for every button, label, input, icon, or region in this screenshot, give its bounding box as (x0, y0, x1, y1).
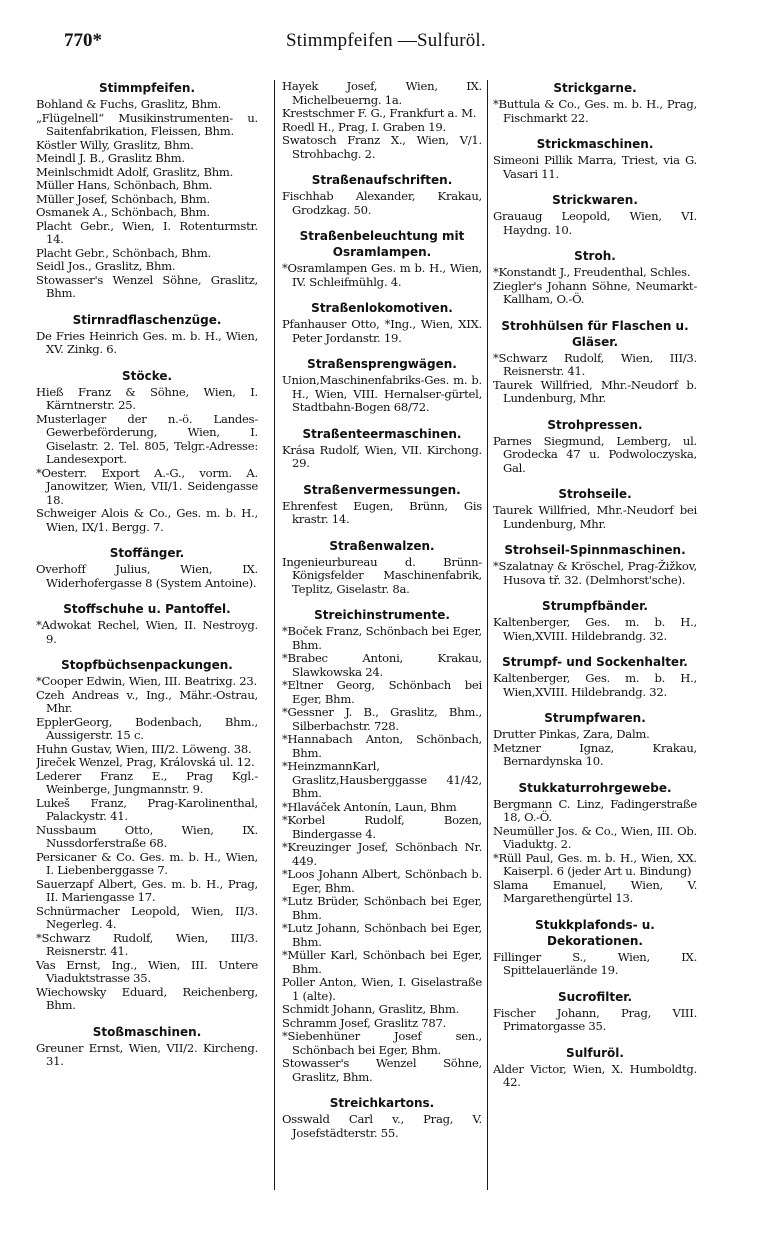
section-heading: Straßenwalzen. (329, 538, 435, 553)
directory-entry: Sauerzapf Albert, Ges. m. b. H., Prag, II. Mariengasse 17. (36, 876, 258, 904)
directory-entry: Pfanhauser Otto, *Ing., Wien, XIX. Peter Jordanstr. 19. (282, 317, 482, 345)
column-divider (487, 80, 488, 1190)
directory-entry: *Buttula & Co., Ges. m. b. H., Prag, Fischmarkt 22. (493, 97, 697, 125)
directory-entry: Czeh Andreas v., Ing., Mähr.-Ostrau, Mhr. (36, 687, 258, 715)
page-header (0, 30, 757, 60)
section-heading: Stirnradflaschenzüge. (72, 312, 222, 327)
directory-entry: Placht Gebr., Wien, I. Rotenturmstr. 14. (36, 218, 258, 246)
directory-entry: Fischhab Alexander, Krakau, Grodzkag. 50. (282, 189, 482, 217)
section-heading: Straßenlokomotiven. (311, 301, 453, 315)
section-heading: Stukkaturrohrgewebe. (518, 780, 672, 795)
directory-entry: Krestschmer F. G., Frankfurt a. M. (282, 106, 477, 120)
section-heading: Stöcke. (121, 368, 173, 383)
directory-column-1 (36, 80, 258, 1069)
page-number: 770* (64, 30, 102, 51)
directory-entry: Müller Josef, Schönbach, Bhm. (36, 191, 210, 206)
directory-entry: Stowasser's Wenzel Söhne, Graslitz, Bhm. (282, 1056, 482, 1084)
directory-entry: Lukeš Franz, Prag-Karolinenthal, Palackystr. 41. (36, 795, 258, 823)
directory-entry: Hayek Josef, Wien, IX. Michelbeuerng. 1a. (282, 80, 482, 107)
directory-entry: „Flügelnell“ Musikinstrumenten- u. Saitenfabrikation, Fleissen, Bhm. (36, 110, 258, 138)
section-heading: Stroh. (574, 249, 616, 263)
directory-entry: *Korbel Rudolf, Bozen, Bindergasse 4. (282, 813, 482, 841)
section-heading: Strohseil-Spinnmaschinen. (504, 543, 686, 557)
directory-entry: De Fries Heinrich Ges. m. b. H., Wien, XV. Zinkg. 6. (36, 328, 258, 356)
section-heading: Straßenteermaschinen. (302, 426, 462, 441)
directory-entry: *Eltner Georg, Schönbach bei Eger, Bhm. (282, 678, 482, 706)
section-heading: Stukkplafonds- u. Dekorationen. (535, 917, 655, 948)
directory-entry: *Hannabach Anton, Schönbach, Bhm. (282, 732, 482, 760)
directory-entry: Kaltenberger, Ges. m. b. H., Wien,XVIII. Hildebrandg. 32. (493, 615, 697, 643)
section-heading: Sulfuröl. (566, 1045, 624, 1060)
directory-entry: *Adwokat Rechel, Wien, II. Nestroyg. 9. (36, 618, 258, 646)
directory-entry: *Oesterr. Export A.-G., vorm. A. Janowitzer, Wien, VII/1. Seidengasse 18. (36, 465, 258, 507)
directory-entry: Persicaner & Co. Ges. m. b. H., Wien, I. Liebenberggasse 7. (36, 849, 258, 877)
directory-entry: *Müller Karl, Schönbach bei Eger, Bhm. (282, 948, 482, 976)
directory-entry: *Rüll Paul, Ges. m. b. H., Wien, XX. Kaiserpl. 6 (jeder Art u. Bindung) (493, 850, 697, 878)
directory-entry: *Hlaváček Antonín, Laun, Bhm (282, 799, 457, 814)
section-heading: Strickmaschinen. (536, 137, 654, 151)
directory-entry: *Cooper Edwin, Wien, III. Beatrixg. 23. (36, 674, 257, 688)
section-heading: Stoffänger. (109, 546, 185, 560)
directory-entry: Schmidt Johann, Graslitz, Bhm. (282, 1002, 460, 1016)
directory-entry: Seidl Jos., Graslitz, Bhm. (36, 259, 176, 273)
directory-entry: Placht Gebr., Schönbach, Bhm. (36, 245, 212, 260)
directory-entry: Taurek Willfried, Mhr.-Neudorf bei Lundenburg, Mhr. (493, 503, 697, 531)
directory-entry: *Kreuzinger Josef, Schönbach Nr. 449. (282, 840, 482, 868)
directory-column-3 (493, 80, 697, 1090)
directory-entry: Huhn Gustav, Wien, III/2. Löweng. 38. (36, 741, 252, 756)
directory-entry: Drutter Pinkas, Zara, Dalm. (493, 727, 650, 741)
directory-entry: Poller Anton, Wien, I. Giselastraße 1 (alte). (282, 975, 482, 1003)
section-heading: Straßenvermessungen. (303, 482, 461, 497)
section-heading: Stoßmaschinen. (92, 1024, 202, 1039)
directory-entry: Kaltenberger, Ges. m. b. H., Wien,XVIII. Hildebrandg. 32. (493, 671, 697, 699)
directory-entry: *Konstandt J., Freudenthal, Schles. (493, 265, 691, 279)
section-heading: Strohseile. (558, 487, 632, 501)
section-heading: Straßenaufschriften. (311, 173, 453, 187)
directory-entry: *Loos Johann Albert, Schönbach b. Eger, Bhm. (282, 867, 482, 895)
directory-entry: Grauaug Leopold, Wien, VI. Haydng. 10. (493, 209, 697, 237)
directory-entry: Jireček Wenzel, Prag, Královská ul. 12. (36, 755, 255, 769)
directory-entry: Union,Maschinenfabriks-Ges. m. b. H., Wien, VIII. Hernalser-gürtel, Stadtbahn-Bogen 68/72. (282, 373, 482, 414)
directory-entry: Slama Emanuel, Wien, V. Margarethengürtel 13. (493, 877, 697, 905)
directory-entry: Taurek Willfried, Mhr.-Neudorf b. Lundenburg, Mhr. (493, 377, 697, 405)
directory-entry: Roedl H., Prag, I. Graben 19. (282, 119, 446, 134)
directory-entry: Krása Rudolf, Wien, VII. Kirchong. 29. (282, 442, 482, 470)
directory-entry: Osmanek A., Schönbach, Bhm. (36, 205, 210, 219)
section-heading: Strohpressen. (547, 417, 643, 432)
directory-entry: *Boček Franz, Schönbach bei Eger, Bhm. (282, 624, 482, 652)
directory-entry: Ingenieurbureau d. Brünn-Königsfelder Maschinenfabrik, Teplitz, Giselastr. 8a. (282, 554, 482, 596)
directory-entry: *Szalatnay & Kröschel, Prag-Žižkov, Husova tř. 32. (Delmhorst'sche). (493, 559, 697, 587)
section-heading: Sucrofilter. (557, 989, 633, 1004)
directory-entry: Schweiger Alois & Co., Ges. m. b. H., Wien, IX/1. Bergg. 7. (36, 506, 258, 534)
directory-entry: Meinlschmidt Adolf, Graslitz, Bhm. (36, 164, 234, 179)
directory-entry: Köstler Willy, Graslitz, Bhm. (36, 137, 194, 152)
directory-entry: Musterlager der n.-ö. Landes-Gewerbeförderung, Wien, I. Giselastr. 2. Tel. 805, Telgr.-Adresse: Landesexport. (36, 411, 258, 466)
directory-entry: *Schwarz Rudolf, Wien, III/3. Reisnerstr. 41. (493, 350, 697, 378)
directory-entry: *Siebenhüner Josef sen., Schönbach bei Eger, Bhm. (282, 1029, 482, 1057)
directory-entry: Schnürmacher Leopold, Wien, II/3. Negerleg. 4. (36, 903, 258, 931)
directory-entry: *Osramlampen Ges. m b. H., Wien, IV. Schleifmühlg. 4. (282, 261, 482, 289)
directory-entry: Ehrenfest Eugen, Brünn, Gis krastr. 14. (282, 498, 482, 526)
section-heading: Straßensprengwägen. (307, 357, 457, 371)
directory-entry: Simeoni Pillik Marra, Triest, via G. Vasari 11. (493, 153, 697, 181)
section-heading: Strohhülsen für Flaschen u. Gläser. (501, 318, 689, 349)
directory-entry: Metzner Ignaz, Krakau, Bernardynska 10. (493, 740, 697, 768)
directory-entry: Parnes Siegmund, Lemberg, ul. Grodecka 47 u. Podwoloczyska, Gal. (493, 433, 697, 475)
directory-entry: Alder Victor, Wien, X. Humboldtg. 42. (493, 1061, 697, 1089)
directory-entry: Wiechowsky Eduard, Reichenberg, Bhm. (36, 984, 258, 1012)
section-heading: Stopfbüchsenpackungen. (61, 658, 233, 672)
section-heading: Strumpfbänder. (542, 599, 648, 613)
section-heading: Stimmpfeifen. (98, 81, 196, 95)
section-heading: Straßenbeleuchtung mit Osramlampen. (299, 229, 465, 259)
directory-entry: *Lutz Johann, Schönbach bei Eger, Bhm. (282, 921, 482, 949)
page-title: Stimmpfeifen —Sulfuröl. (286, 30, 486, 51)
directory-entry: Schramm Josef, Graslitz 787. (282, 1015, 447, 1030)
directory-entry: Hieß Franz & Söhne, Wien, I. Kärntnerstr. 25. (36, 384, 258, 412)
directory-entry: Overhoff Julius, Wien, IX. Widerhofergasse 8 (System Antoine). (36, 562, 258, 590)
section-heading: Strickwaren. (552, 193, 638, 207)
directory-entry: *HeinzmannKarl, Graslitz,Hausberggasse 41/42, Bhm. (282, 759, 482, 800)
directory-entry: Stowasser's Wenzel Söhne, Graslitz, Bhm. (36, 272, 258, 300)
directory-entry: Nussbaum Otto, Wien, IX. Nussdorferstraße 68. (36, 822, 258, 850)
directory-column-2 (282, 80, 482, 1140)
directory-entry: Lederer Franz E., Prag Kgl.-Weinberge, Jungmannstr. 9. (36, 768, 258, 796)
directory-entry: EpplerGeorg, Bodenbach, Bhm., Aussigerstr. 15 c. (36, 714, 258, 742)
directory-entry: *Brabec Antoni, Krakau, Slawkowska 24. (282, 651, 482, 679)
directory-entry: Swatosch Franz X., Wien, V/1. Strohbachg. 2. (282, 133, 482, 161)
directory-entry: Fischer Johann, Prag, VIII. Primatorgasse 35. (493, 1005, 697, 1033)
column-divider (274, 80, 275, 1190)
section-heading: Strumpf- und Sockenhalter. (502, 655, 688, 669)
directory-entry: *Lutz Brüder, Schönbach bei Eger, Bhm. (282, 894, 482, 922)
directory-entry: Fillinger S., Wien, IX. Spittelauerlände 19. (493, 949, 697, 977)
directory-entry: Müller Hans, Schönbach, Bhm. (36, 178, 213, 192)
section-heading: Strickgarne. (553, 81, 637, 95)
directory-entry: Bohland & Fuchs, Graslitz, Bhm. (36, 97, 222, 111)
section-heading: Streichkartons. (329, 1096, 435, 1110)
directory-entry: *Schwarz Rudolf, Wien, III/3. Reisnerstr. 41. (36, 930, 258, 958)
directory-entry: Neumüller Jos. & Co., Wien, III. Ob. Viaduktg. 2. (493, 823, 697, 851)
section-heading: Streichinstrumente. (314, 608, 450, 622)
directory-entry: Bergmann C. Linz, Fadingerstraße 18, O.-Ö. (493, 796, 697, 824)
section-heading: Strumpfwaren. (544, 711, 646, 725)
directory-entry: *Gessner J. B., Graslitz, Bhm., Silberbachstr. 728. (282, 705, 482, 733)
directory-entry: Ziegler's Johann Söhne, Neumarkt-Kallham, O.-Ö. (493, 278, 697, 306)
directory-entry: Meindl J. B., Graslitz Bhm. (36, 151, 185, 165)
directory-entry: Greuner Ernst, Wien, VII/2. Kircheng. 31. (36, 1040, 258, 1068)
section-heading: Stoffschuhe u. Pantoffel. (63, 602, 231, 616)
directory-entry: Vas Ernst, Ing., Wien, III. Untere Viaduktstrasse 35. (36, 957, 258, 985)
directory-entry: Osswald Carl v., Prag, V. Josefstädterstr. 55. (282, 1112, 482, 1140)
